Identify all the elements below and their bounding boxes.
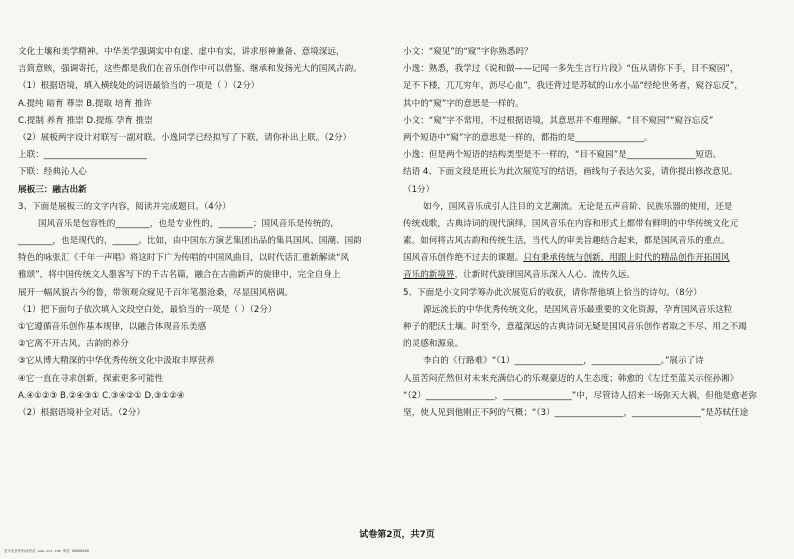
underlined-sentence: 只有秉承传统与创新，用跟上时代的精品创作开拓国风 — [523, 253, 730, 264]
passage-line: 国风音乐创作绝不过去的课题。只有秉承传统与创新，用跟上时代的精品创作开拓国风 — [403, 253, 730, 264]
dialogue-line: 小逸：但是两个短语的结构类型是不一样的，“目不窥园”是________________短语。 — [403, 150, 722, 161]
page-footer: 试卷第2页，共7页 — [359, 530, 435, 540]
question-line: （2）展板两字设计对联写一副对联。小逸同学已经拟写了下联，请你补出上联。（2分） — [18, 132, 352, 143]
question-line: 结语 4、下面文段是班长为此次展览写的结语，画线句子表达欠妥，请你提出修改意见。 — [403, 167, 738, 178]
option-line: A.提纯 暗育 尊崇 B.提取 培育 推许 — [18, 98, 152, 109]
passage-line: 国风音乐是包容性的________，也是专业性的，________；国风音乐是传统的， — [38, 218, 339, 229]
left-column — [18, 44, 386, 422]
dialogue-line: 小文：“窥”字不常用，不过根据语境，其意思并不难理解。“目不窥园”“窥谷忘反” — [403, 115, 714, 126]
passage-line: 传统戏歌，古典诗词的现代演绎，国风音乐在内容和形式上都带有鲜明的中华传统文化元 — [403, 218, 739, 229]
dialogue-line: 两个短语中“窥”字的意思是一样的，都指的是________________。 — [403, 132, 653, 143]
section-heading: 展板三：融古出新 — [18, 184, 87, 195]
passage-line: 源远流长的中华优秀传统文化，是国风音乐最重要的文化资源，孕育国风音乐这粒 — [423, 304, 733, 315]
passage-line: 音乐的新境界，让新时代旋律国风音乐深入人心、流传久远。 — [403, 270, 636, 281]
dialogue-line: 小文：“窥见”的“窥”字你熟悉吗？ — [403, 47, 533, 57]
text-line: 文化土壤和美学精神。中华美学强调实中有虚、虚中有实，讲求形神兼备、意境深远， — [18, 47, 345, 57]
passage-line: ________，也是现代的，______。比如，由中国东方演艺集团出品的集具国风、国潮、国韵 — [18, 236, 362, 247]
option-item: ③它从博大精深的中华优秀传统文化中汲取丰厚营养 — [18, 356, 215, 367]
underlined-sentence: 音乐的新境界 — [403, 270, 455, 281]
question-points: （1分） — [403, 184, 435, 195]
poem-fill-line: 人虽苦闷茫然但对未来充满信心的乐观豪迈的人生态度；韩愈的《左迁至蓝关示侄孙湘》 — [403, 373, 739, 384]
text-line: 言简意赅，强调寄托，这些都是我们在音乐创作中可以借鉴、继承和发扬光大的国风古韵。 — [18, 64, 362, 75]
given-line: 下联：经典沁人心 — [18, 167, 87, 178]
scan-note: 更多优质资料请登录 www.xxx.com 微信 88888888 — [4, 549, 89, 553]
passage-line: 的灵感和源泉。 — [403, 339, 464, 350]
dialogue-line: 其中的“窥”字的意思是一样的。 — [403, 98, 524, 109]
passage-line: 种子的肥沃土壤。时至今，意蕴深远的古典诗词无疑是国风音乐创作者取之不尽、用之不竭 — [403, 322, 747, 332]
passage-line: 雅颂”，将中国传统文人墨客写下的千古名篇，融合在古曲新声的旋律中，完全自身上 — [18, 270, 341, 281]
option-item: ④它一直在寻求创新，探索更多可能性 — [18, 373, 164, 384]
dialogue-line: 小逸：熟悉，我学过《说和做——记闻一多先生言行片段》“伍从请你下手，目不窥园”， — [403, 64, 739, 75]
right-column — [403, 44, 775, 422]
poem-fill-line: “（2）________________，________________”中，尽管诗人招来一场弥天大祸，但他是愈老弥 — [403, 390, 757, 401]
poem-fill-line: 李白的《行路难》“（1）________________，________________。”展示了诗 — [423, 356, 704, 367]
question-line: 5、下面是小文同学筹办此次展览后的收获，请你帮他填上恰当的诗句。（8分） — [403, 287, 702, 298]
question-line: （2）根据语境补全对话。（2分） — [18, 407, 145, 418]
dialogue-line: 足不下楼，兀兀穷年，沥尽心血”，我还背过是苏轼的山水小品“经纶世务者，窥谷忘反”， — [403, 81, 743, 92]
option-item: ①它遵循音乐创作基本规律，以融合体现音乐美感 — [18, 322, 207, 332]
option-line: C.提制 养育 推崇 D.提炼 孕育 推崇 — [18, 115, 153, 126]
answer-line: 上联：________________________ — [18, 150, 147, 161]
poem-fill-line: 坚，使人见到他刚正不阿的气概；“（3）________________，________________”是苏轼任途 — [403, 407, 749, 418]
passage-line: 素。如何将古风古韵和传统生活，当代人的审美旨趣结合起来，都是国风音乐的重点。 — [403, 236, 730, 247]
question-line: 3、下面是展板三的文字内容，阅读并完成题目。（4分） — [18, 201, 231, 212]
question-line: （1）根据语境，填入横线处的词语最恰当的一项是（ ）（2分） — [18, 81, 260, 92]
passage-line: 如今，国风音乐成引人注目的文艺潮流。无论是五声音阶、民族乐器的使用，还是 — [423, 201, 733, 212]
option-item: ②它离不开古风、古韵的养分 — [18, 339, 129, 350]
passage-line: 特色的咏张汇《千年一声唱》将这时下广为传唱的中国风曲目，以时代话汇重新解读“风 — [18, 253, 350, 264]
question-line: （1）把下面句子依次填入文段空白处，最恰当的一项是（ ）（2分） — [18, 304, 277, 315]
option-line: A.④①②③ B.②④③① C.③④②① D.③①②④ — [18, 390, 185, 401]
passage-line: 展开一幅风貌古今的鲁，带领观众窥见千百年笔墨沧桑，尽显国风格调。 — [18, 287, 294, 298]
